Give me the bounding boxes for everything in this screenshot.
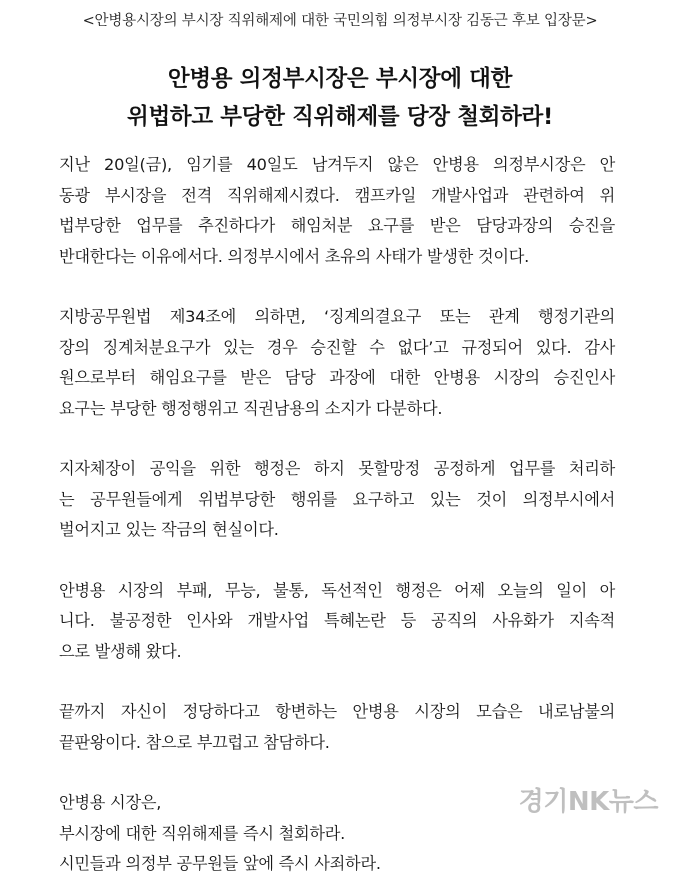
closing-line: 부시장에 대한 직위해제를 즉시 철회하라.	[59, 823, 346, 843]
paragraph-line: 요구는 부당한 행정행위고 직권남용의 소지가 다분하다.	[59, 398, 443, 418]
statement-title	[0, 60, 680, 136]
paragraph-line: 끝까지 자신이 정당하다고 항변하는 안병용 시장의 모습은 내로남불의	[59, 702, 615, 721]
paragraph-line: 벌어지고 있는 작금의 현실이다.	[59, 520, 279, 539]
paragraph-2	[59, 302, 615, 424]
paragraph-line: 으로 발생해 왔다.	[59, 641, 182, 661]
paragraph-line: 법부당한 업무를 추진하다가 해임처분 요구를 받은 담당과장의 승진을	[59, 216, 615, 235]
paragraph-line: 장의 징계처분요구가 있는 경우 승진할 수 없다’고 규정되어 있다. 감사	[59, 337, 615, 357]
paragraph-line: 반대한다는 이유에서다. 의정부시에서 초유의 사태가 발생한 것이다.	[59, 246, 530, 266]
paragraph-4	[59, 576, 615, 668]
paragraph-line: 지난 20일(금), 임기를 40일도 남겨두지 않은 안병용 의정부시장은 안	[59, 155, 615, 174]
statement-header-note: <안병용시장의 부시장 직위해제에 대한 국민의힘 의정부시장 김동근 후보 입장문>	[82, 13, 598, 29]
paragraph-line: 끝판왕이다. 참으로 부끄럽고 참담하다.	[59, 732, 330, 752]
paragraph-1	[59, 150, 615, 272]
paragraph-line: 원으로부터 해임요구를 받은 담당 과장에 대한 안병용 시장의 승진인사	[59, 368, 615, 387]
paragraph-5	[59, 697, 615, 758]
paragraph-line: 지자체장이 공익을 위한 행정은 하지 못할망정 공정하게 업무를 처리하	[59, 459, 615, 478]
title-line-2: 위법하고 부당한 직위해제를 당장 철회하라!	[127, 104, 553, 130]
publisher-watermark: 경기NK뉴스	[518, 787, 658, 817]
title-line-1: 안병용 의정부시장은 부시장에 대한	[167, 66, 513, 92]
paragraph-line: 동광 부시장을 전격 직위해제시켰다. 캠프카일 개발사업과 관련하여 위	[59, 185, 615, 205]
closing-line: 안병용 시장은,	[59, 793, 162, 812]
paragraph-line: 니다. 불공정한 인사와 개발사업 특혜논란 등 공직의 사유화가 지속적	[59, 611, 615, 630]
closing-line: 시민들과 의정부 공무원들 앞에 즉시 사죄하라.	[59, 854, 381, 873]
paragraph-line: 안병용 시장의 부패, 무능, 불통, 독선적인 행정은 어제 오늘의 일이 아	[59, 580, 615, 600]
paragraph-line: 지방공무원법 제34조에 의하면, ‘징계의결요구 또는 관계 행정기관의	[59, 307, 615, 326]
statement-body	[59, 150, 615, 880]
paragraph-line: 는 공무원들에게 위법부당한 행위를 요구하고 있는 것이 의정부시에서	[59, 489, 615, 509]
paragraph-3	[59, 454, 615, 546]
